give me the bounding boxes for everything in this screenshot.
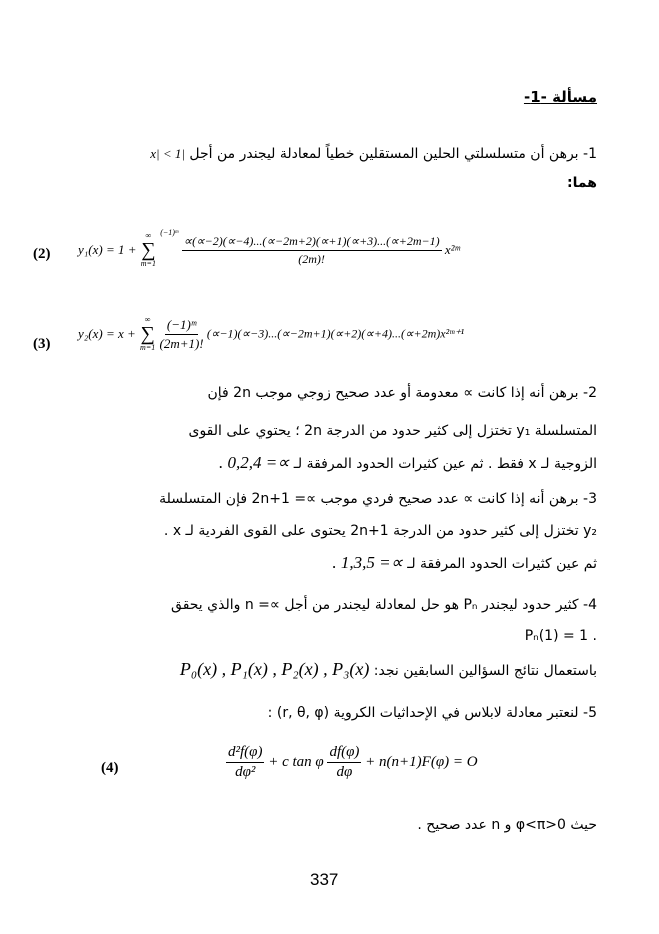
eq2-numerator: ∝(∝−2)(∝−4)...(∝−2m+2)(∝+1)(∝+3)...(∝+2m−1): [182, 234, 442, 251]
eq2-sum-sign: ∑: [141, 239, 156, 262]
eq3-lhs: y₂(x) = x +: [78, 326, 136, 341]
eq2-sum-top: ∞: [145, 231, 152, 241]
q3-text: ثم عين كثيرات الحدود المرفقة لـ: [407, 556, 597, 572]
q3-line2: y₂ تختزل إلى كثير حدود من الدرجة 2n+1 يحتوى على القوى الفردية لـ x .: [163, 523, 597, 539]
page-number: 337: [310, 870, 339, 889]
eq3-sum-top: ∞: [144, 315, 151, 324]
eq3-fraction: [159, 317, 203, 352]
eq4-num-2: df(φ): [327, 744, 361, 763]
q1-condition: |x| < 1: [150, 146, 185, 161]
q4-text: باستعمال نتائج السؤالين السابقين نجد:: [373, 663, 597, 679]
eq2-sum: [141, 232, 156, 268]
eq3-sum-sign: ∑: [140, 323, 155, 345]
q1-line1: [150, 145, 597, 163]
q4-polys: P₀(x) , P₁(x) , P₂(x) , P₃(x): [179, 659, 370, 679]
q3-line1: 3- برهن أنه إذا كانت ∝ عدد صحيح فردي موجب ∝= 2n+1 فإن المتسلسلة: [159, 491, 597, 507]
q3-line3: [332, 554, 597, 573]
eq3-denominator: (2m+1)!: [159, 335, 204, 351]
eq4-num-1: d²f(φ): [226, 744, 264, 763]
eq4-rhs: + n(n+1)F(φ) = O: [365, 754, 478, 770]
q4-line2: [180, 660, 597, 680]
q2-line1: 2- برهن أنه إذا كانت ∝ معدومة أو عدد صحيح زوجي موجب 2n فإن: [207, 385, 597, 401]
eq2-power: x²ᵐ: [444, 242, 460, 258]
equation-3: [78, 316, 464, 352]
eq2-coef: (−1)ᵐ: [160, 228, 179, 237]
q2-line2: المتسلسلة y₁ تختزل إلى كثير حدود من الدرجة 2n ؛ يحتوي على القوى: [188, 423, 597, 439]
q4-line1: 4- كثير حدود ليجندر Pₙ هو حل لمعادلة ليجندر من أجل ∝= n والذي يحقق: [171, 597, 597, 613]
eq3-numerator: (−1)ᵐ: [165, 317, 198, 335]
q3-values: ∝= 1,3,5 .: [332, 553, 403, 572]
q2-line3: [219, 454, 597, 473]
eq2-sum-bottom: m=1: [140, 259, 156, 269]
eq2-denominator: (2m)!: [298, 251, 325, 266]
q1-text: 1- برهن أن متسلسلتي الحلين المستقلين خطياً لمعادلة ليجندر من أجل: [189, 146, 597, 162]
eq3-body: (∝−1)(∝−3)...(∝−2m+1)(∝+2)(∝+4)...(∝+2m)x²ᵐ⁺¹: [206, 326, 465, 341]
eq4-den-2: dφ: [336, 764, 353, 780]
q4-cond: . Pₙ(1) = 1: [524, 628, 597, 644]
eq4-mid: + c tan φ: [268, 754, 324, 770]
eq4-label: (4): [101, 760, 119, 776]
eq4-fraction-1: [226, 744, 264, 781]
eq3-sum: [140, 316, 155, 352]
q2-values: ∝= 0,2,4 .: [218, 453, 290, 472]
problem-title: مسألة -1-: [523, 88, 597, 106]
eq2-fraction: [182, 234, 442, 267]
q5-where: حيث 0<φ<π و n عدد صحيح .: [417, 817, 597, 833]
eq2-label: (2): [33, 246, 51, 262]
q2-text: الزوجية لـ x فقط . ثم عين كثيرات الحدود المرفقة لـ: [293, 456, 597, 472]
eq4-fraction-2: [327, 744, 361, 781]
eq4-den-1: dφ²: [235, 764, 256, 780]
q1-line2: هما:: [567, 175, 597, 191]
eq2-lhs: y₁(x) = 1 +: [78, 242, 137, 258]
equation-4: [226, 744, 478, 781]
q5-line1: 5- لنعتبر معادلة لابلاس في الإحداثيات الكروية (r, θ, φ) :: [267, 705, 597, 721]
eq3-label: (3): [33, 336, 51, 352]
eq3-sum-bottom: m=1: [140, 343, 156, 352]
equation-2: [78, 228, 460, 268]
